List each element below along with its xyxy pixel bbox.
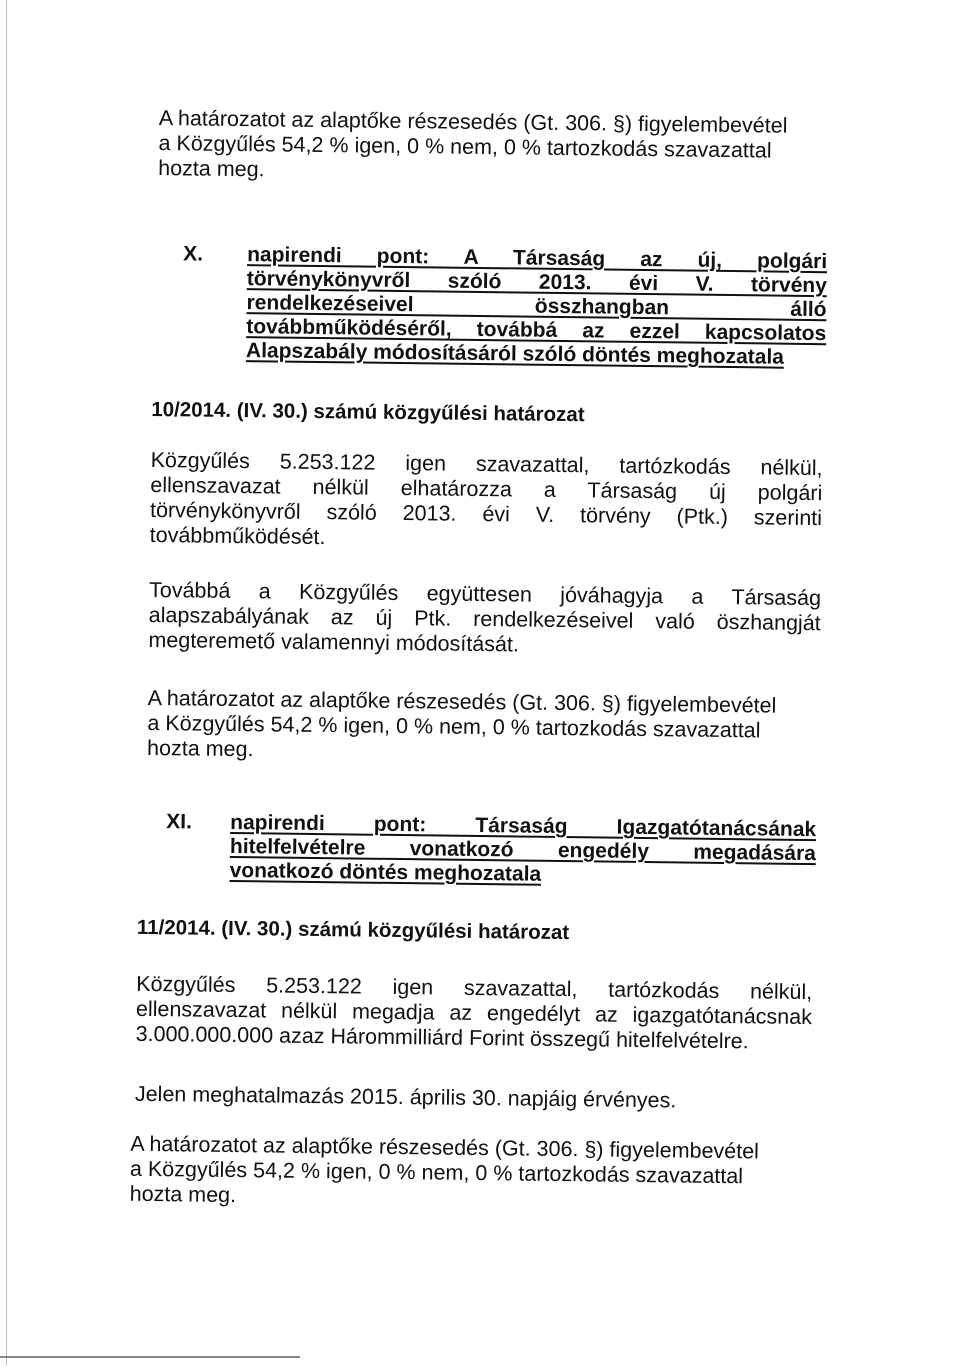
text-line: ellenszavazat nélkül elhatározza a Társaság új polgári (150, 472, 823, 506)
text-line: a Közgyűlés 54,2 % igen, 0 % nem, 0 % tartozkodás szavazattal (158, 131, 772, 163)
text-line: A határozatot az alaptőke részesedés (Gt. 306. §) figyelembevétel (147, 685, 777, 718)
closing-paragraph (130, 1132, 811, 1215)
text-line: Közgyűlés 5.253.122 igen szavazattal, tartózkodás nélkül, (136, 971, 813, 1005)
resolution-title: 11/2014. (IV. 30.) számú közgyűlési határozat (136, 915, 570, 945)
resolution-title: 10/2014. (IV. 30.) számú közgyűlési határozat (151, 397, 585, 427)
text-line: megteremető valamennyi módosítását. (148, 627, 520, 657)
heading-line: vonatkozó döntés meghozatala (229, 858, 542, 886)
agenda-heading (230, 811, 817, 890)
text-line: ellenszavazat nélkül megadja az engedélyt az igazgatótanácsnak (135, 996, 813, 1030)
validity-paragraph (135, 1082, 811, 1115)
text-line: törvénykönyvről szóló 2013. évi V. törvény (Ptk.) szerinti (149, 497, 823, 531)
agenda-number: XI. (166, 810, 193, 834)
heading-line: napirendi pont: Társaság Igazgatótanácsának (230, 810, 817, 842)
text-line: a Közgyűlés 54,2 % igen, 0 % nem, 0 % tartozkodás szavazattal (129, 1156, 744, 1189)
heading-line: hitelfelvételre vonatkozó engedély megadására (229, 834, 817, 866)
heading-line: továbbműködéséről, továbbá az ezzel kapcsolatos (246, 315, 827, 346)
text-line: hozta meg. (158, 156, 265, 182)
text-line: A határozatot az alaptőke részesedés (Gt. 306. §) figyelembevétel (158, 106, 788, 138)
text-line: Közgyűlés 5.253.122 igen szavazattal, tartózkodás nélkül, (150, 447, 823, 481)
closing-paragraph (147, 686, 820, 769)
closing-paragraph (158, 106, 829, 189)
approval-paragraph (148, 578, 821, 661)
text-line: továbbműködését. (149, 522, 326, 550)
agenda-number: X. (183, 242, 204, 266)
agenda-heading (246, 243, 827, 370)
text-line: A határozatot az alaptőke részesedés (Gt. 306. §) figyelembevétel (130, 1131, 760, 1164)
resolution-body (150, 448, 823, 556)
text-line: Továbbá a Közgyűlés együttesen jóváhagyja a Társaság (148, 577, 822, 611)
heading-line: Alapszabály módosításáról szóló döntés meghozatala (245, 339, 785, 369)
text-line: Jelen meghatalmazás 2015. április 30. napjáig érvényes. (134, 1081, 677, 1113)
text-line: 3.000.000.000 azaz Hárommilliárd Forint összegű hitelfelvételre. (135, 1021, 749, 1054)
heading-line: napirendi pont: A Társaság az új, polgári (247, 243, 828, 274)
text-line: a Közgyűlés 54,2 % igen, 0 % nem, 0 % tartozkodás szavazattal (147, 710, 761, 743)
heading-line: rendelkezéseivel összhangban álló (246, 291, 827, 322)
resolution-body (135, 972, 812, 1055)
text-line: hozta meg. (129, 1181, 237, 1208)
text-line: hozta meg. (146, 735, 254, 762)
text-line: alapszabályának az új Ptk. rendelkezéseivel való öszhangját (148, 602, 821, 636)
heading-line: törvénykönyvről szóló 2013. évi V. törvény (246, 267, 827, 298)
